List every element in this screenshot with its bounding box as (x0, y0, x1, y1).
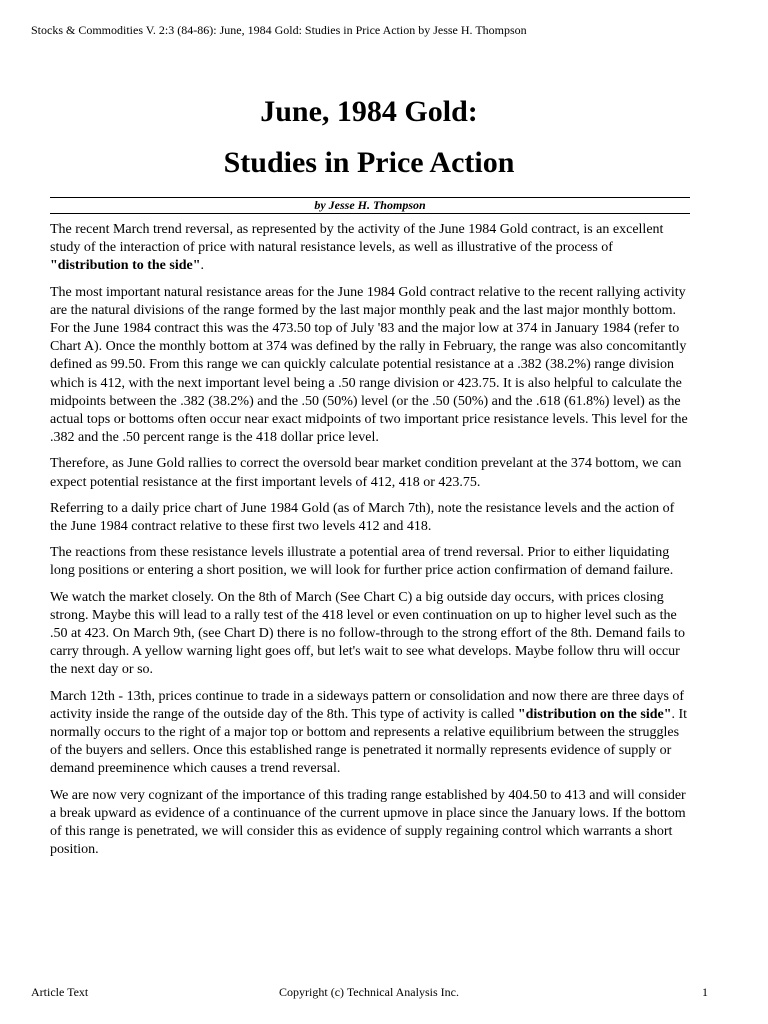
footer-section-label: Article Text (31, 985, 89, 999)
paragraph-1-text: The recent March trend reversal, as represented by the activity of the June 1984 Gold contract, is an excellent study of the interaction of price with natural resistance levels, as well as illustrative of the process of (50, 222, 664, 256)
paragraph-3: Therefore, as June Gold rallies to correct the oversold bear market condition prevelant at the 374 bottom, we can expect potential resistance at the first important levels of 412, 418 or 423.75. (50, 456, 682, 490)
paragraph-7 (50, 688, 690, 779)
byline-bottom-rule (50, 213, 690, 214)
paragraph-7-end: . It normally occurs to the right of a major top or bottom and represents a relative equilibrium between the struggles of the buyers and sellers. Once this established range is penetrated it normally represents evidence of supply or demand preeminence which causes a trend reversal. (50, 706, 688, 777)
paragraph-1-end: . (200, 258, 205, 274)
paragraph-5: The reactions from these resistance levels illustrate a potential area of trend reversal. Prior to either liquidating long positions or entering a short position, we will look for further price action confirmation of demand failure. (50, 545, 674, 579)
footer-copyright: Copyright (c) Technical Analysis Inc. (279, 985, 459, 999)
paragraph-6: We watch the market closely. On the 8th of March (See Chart C) a big outside day occurs, with prices closing strong. Maybe this will lead to a rally test of the 418 level or even continuation on up to higher level such as the .50 at 423. On March 9th, (see Chart D) there is no follow-through to the strong effort of the 8th. Demand fails to carry through. A yellow warning light goes off, but let's wait to see what develops. Maybe follow thru will occur the next day or so. (50, 589, 686, 678)
paragraph-7-emphasis: "distribution on the side" (517, 706, 672, 722)
paragraph-8: We are now very cognizant of the importance of this trading range established by 404.50 to 413 and will consider a break upward as evidence of a continuance of the current upmove in place since the January lows. If the bottom of this range is penetrated, we will consider this as evidence of supply regaining control which warrants a short position. (50, 787, 686, 858)
paragraph-2: The most important natural resistance areas for the June 1984 Gold contract relative to the recent rallying activity are the natural divisions of the range formed by the last major monthly peak and the last major monthly bottom. For the June 1984 contract this was the 473.50 top of July '83 and the major low at 374 in January 1984 (refer to Chart A). Once the monthly bottom at 374 was defined by the rally in February, the range was also concomitantly defined as 99.50. From this range we can quickly calculate potential resistance at a .382 (38.2%) range division which is 412, with the next important level being a .50 range division or 423.75. It is also helpful to calculate the midpoints between the .382 (38.2%) and the .50 (50%) level (or the .50 (50%) and the .618 (61.8%) level) as the actual tops or bottoms often occur near exact midpoints of two important price resistance levels. This level for the .382 and the .50 percent range is the 418 dollar price level. (50, 284, 688, 446)
paragraph-7-text: March 12th - 13th, prices continue to trade in a sideways pattern or consolidation and now there are three days of activity inside the range of the outside day of the 8th. This type of activity is called (50, 688, 685, 722)
running-head: Stocks & Commodities V. 2:3 (84-86): June, 1984 Gold: Studies in Price Action by Jesse H. Thompson (31, 23, 527, 37)
byline: by Jesse H. Thompson (314, 198, 426, 212)
footer-page-number: 1 (702, 985, 708, 999)
paragraph-4: Referring to a daily price chart of June 1984 Gold (as of March 7th), note the resistance levels and the action of the June 1984 contract relative to these first two levels 412 and 418. (50, 500, 675, 535)
article-title-line-2: Studies in Price Action (223, 146, 515, 179)
article-title-line-1: June, 1984 Gold: (260, 95, 478, 128)
paragraph-1 (50, 221, 690, 276)
paragraph-1-emphasis: "distribution to the side" (50, 258, 201, 274)
article-body (50, 221, 690, 868)
